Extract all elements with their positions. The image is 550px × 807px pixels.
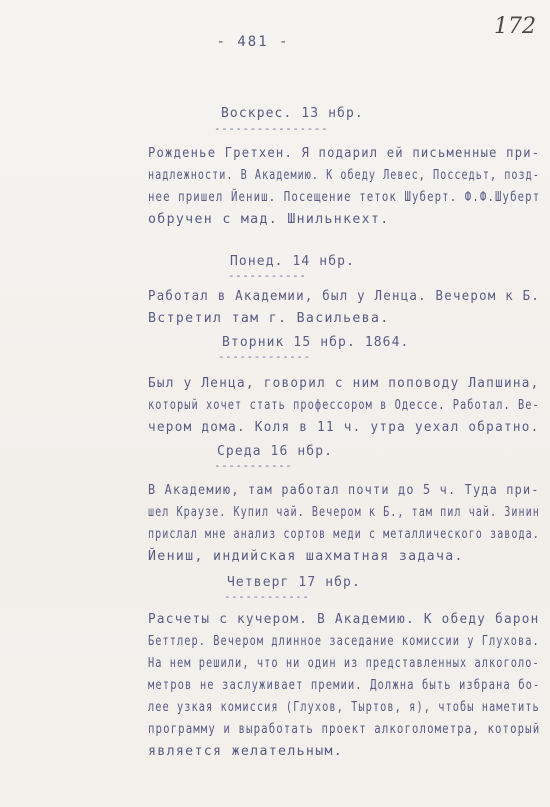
entry-heading: Четверг 17 нбр.: [227, 575, 361, 590]
entry-line: метров не заслуживает премии. Должна быть избрана бо-: [148, 678, 541, 693]
heading-underline: -------------: [218, 350, 311, 363]
page-number: - 481 -: [216, 34, 290, 50]
entry-heading: Вторник 15 нбр. 1864.: [222, 335, 410, 350]
heading-underline: -----------: [214, 459, 293, 472]
entry-line: Встретил там г. Васильева.: [148, 311, 390, 326]
entry-heading: Понед. 14 нбр.: [230, 254, 355, 269]
entry-line: Йениш, индийская шахматная задача.: [148, 549, 464, 564]
entry-line: обручен с мад. Шнильнкехт.: [148, 212, 390, 227]
entry-line: Был у Ленца, говорил с ним поповоду Лапшина,: [148, 376, 540, 391]
entry-heading: Воскрес. 13 нбр.: [221, 106, 364, 121]
entry-line: Беттлер. Вечером длинное заседание комиссии у Глухова.: [148, 634, 540, 649]
entry-line: который хочет стать профессором в Одессе. Работал. Ве-: [148, 398, 540, 413]
heading-underline: ----------------: [214, 122, 328, 135]
entry-line: чером дома. Коля в 11 ч. утра уехал обратно.: [148, 420, 540, 435]
heading-underline: -----------: [228, 269, 307, 282]
entry-heading: Среда 16 нбр.: [217, 444, 334, 459]
archive-number: 172: [494, 14, 536, 39]
entry-line: Работал в Академии, был у Ленца. Вечером к Б.: [148, 289, 541, 304]
entry-line: На нем решили, что ни один из представленных алкоголо-: [148, 656, 540, 671]
entry-line: лее узкая комиссия (Глухов, Тыртов, я), чтобы наметить: [148, 700, 540, 715]
entry-line: программу и выработать проект алкоголометра, который: [148, 722, 541, 737]
entry-line: В Академию, там работал почти до 5 ч. Туда при-: [148, 483, 540, 498]
heading-underline: ------------: [224, 590, 310, 603]
entry-line: надлежности. В Академию. К обеду Левес, Посседьт, позд-: [148, 168, 540, 183]
entry-line: шел Краузе. Купил чай. Вечером к Б., там пил чай. Зинин: [148, 505, 540, 520]
entry-line: Расчеты с кучером. В Академию. К обеду барон: [148, 612, 540, 627]
entry-line: нее пришел Йениш. Посещение теток Шуберт. Ф.Ф.Шуберт: [148, 190, 541, 205]
entry-line: Рожденье Гретхен. Я подарил ей письменные при-: [148, 146, 541, 161]
entry-line: прислал мне анализ сортов меди с металлического завода.: [148, 527, 540, 542]
entry-line: является желательным.: [148, 744, 344, 759]
